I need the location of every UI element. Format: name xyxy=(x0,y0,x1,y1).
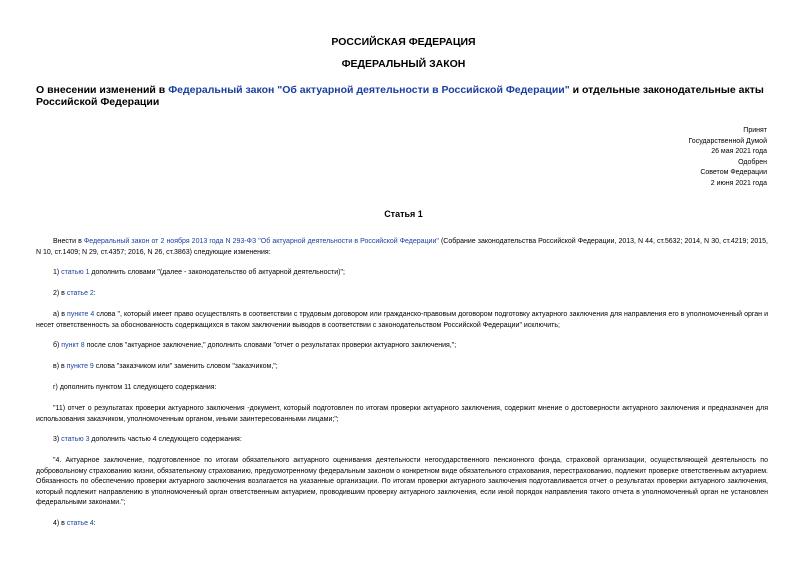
item-3-link[interactable]: статью 3 xyxy=(61,436,90,443)
item-3 xyxy=(36,435,768,446)
intro-suffix: (Собрание законодательства Российской Федерации, 2013, N 44, ст.5632; 2014, N 30, ст.4219; 2015, N 10, ст.1409; N 29, ст.4357; 2016, N 26, ст.3863) следующие изменения: xyxy=(36,238,768,256)
adoption-block xyxy=(688,126,767,190)
item-2 xyxy=(36,289,768,300)
law-subject xyxy=(36,84,776,108)
item-1 xyxy=(36,268,768,279)
item-4 xyxy=(36,519,768,530)
adopted-date: 26 мая 2021 года xyxy=(711,148,767,156)
item-1-prefix: 1) xyxy=(53,269,62,276)
item-2b-prefix: б) xyxy=(53,342,62,349)
item-3-quote: "4. Актуарное заключение, подготовленное по итогам обязательного актуарного оценивания деятельности негосударственного пенсионного фонда, страховой организации, осуществляющей деятельность по добровольному страхованию жизни, обязательному страхованию, предусмотренному федеральным законом о конкретном виде обязательного страхования, перестрахованию, подлежит проверке ответственным актуарием. Обязанность по обеспечению проверки актуарного заключения возлагается на указанные организации. По итогам проверки актуарного заключения подготавливается отчет о результатах проверки актуарного заключения, который подлежит направлению в уполномоченный орган ответственным актуарием, проводившим проверку актуарного заключения, если иной порядок направления такого отчета в уполномоченный орган не установлен федеральными законами."; xyxy=(36,457,768,506)
article-title: Статья 1 xyxy=(384,209,423,219)
item-2a-prefix: а) в xyxy=(53,311,68,318)
law-type-heading: ФЕДЕРАЛЬНЫЙ ЗАКОН xyxy=(341,58,466,70)
item-2c-suffix: слова "заказчиком или" заменить словом "заказчиком,"; xyxy=(93,363,278,370)
approved-label: Одобрен xyxy=(738,158,767,166)
item-2b-link[interactable]: пункт 8 xyxy=(61,342,85,349)
item-2-link[interactable]: статье 2 xyxy=(66,290,94,297)
item-2a-suffix: слова ", который имеет право осуществлять в соответствии с трудовым договором или гражданско-правовым договором подготовку актуарного заключения для направления его в уполномоченный орган и несет ответственность за обоснованность содержащихся в таком заключении выводов в соответствии с законодательством Российской Федерации" исключить; xyxy=(36,311,769,329)
item-2b xyxy=(36,341,768,352)
subject-suffix: и отдельные законодательные акты Российской Федерации xyxy=(36,84,764,108)
item-1-suffix: дополнить словами "(далее - законодательство об актуарной деятельности)"; xyxy=(89,269,345,276)
item-2c xyxy=(36,362,768,373)
article-intro xyxy=(36,237,768,258)
item-2a xyxy=(36,310,768,331)
country-heading: РОССИЙСКАЯ ФЕДЕРАЦИЯ xyxy=(331,36,476,48)
adopted-by: Государственной Думой xyxy=(688,137,767,145)
item-4-link[interactable]: статье 4 xyxy=(66,520,94,527)
intro-prefix: Внести в xyxy=(53,238,84,245)
approved-by: Советом Федерации xyxy=(700,169,767,177)
item-2b-suffix: после слов "актуарное заключение," дополнить словами "отчет о результатах проверки актуарного заключения,"; xyxy=(84,342,457,349)
item-2d-quote: "11) отчет о результатах проверки актуарного заключения -документ, который подготовлен по итогам проверки актуарного заключения, содержит мнение о достоверности актуарного заключения и предназначен для использования заказчиком, уполномоченным органом, иными заинтересованными лицами;"; xyxy=(36,405,768,423)
item-2-prefix: 2) в xyxy=(53,290,67,297)
item-3-suffix: дополнить частью 4 следующего содержания: xyxy=(89,436,242,443)
item-4-prefix: 4) в xyxy=(53,520,67,527)
adopted-label: Принят xyxy=(743,127,767,134)
item-2c-prefix: в) в xyxy=(53,363,67,370)
subject-law-link[interactable]: Федеральный закон "Об актуарной деятельности в Российской Федерации" xyxy=(168,84,570,96)
item-1-link[interactable]: статью 1 xyxy=(61,269,90,276)
item-2a-link[interactable]: пункте 4 xyxy=(67,311,95,318)
approved-date: 2 июня 2021 года xyxy=(710,179,767,187)
item-2d: г) дополнить пунктом 11 следующего содержания: xyxy=(53,384,217,391)
item-3-prefix: 3) xyxy=(53,436,62,443)
subject-prefix: О внесении изменений в xyxy=(36,84,169,96)
item-2-suffix: : xyxy=(93,290,96,297)
item-4-suffix: : xyxy=(93,520,96,527)
intro-law-link[interactable]: Федеральный закон от 2 ноября 2013 года N 293-ФЗ "Об актуарной деятельности в Российской Федерации" xyxy=(83,238,439,245)
item-2c-link[interactable]: пункте 9 xyxy=(66,363,94,370)
